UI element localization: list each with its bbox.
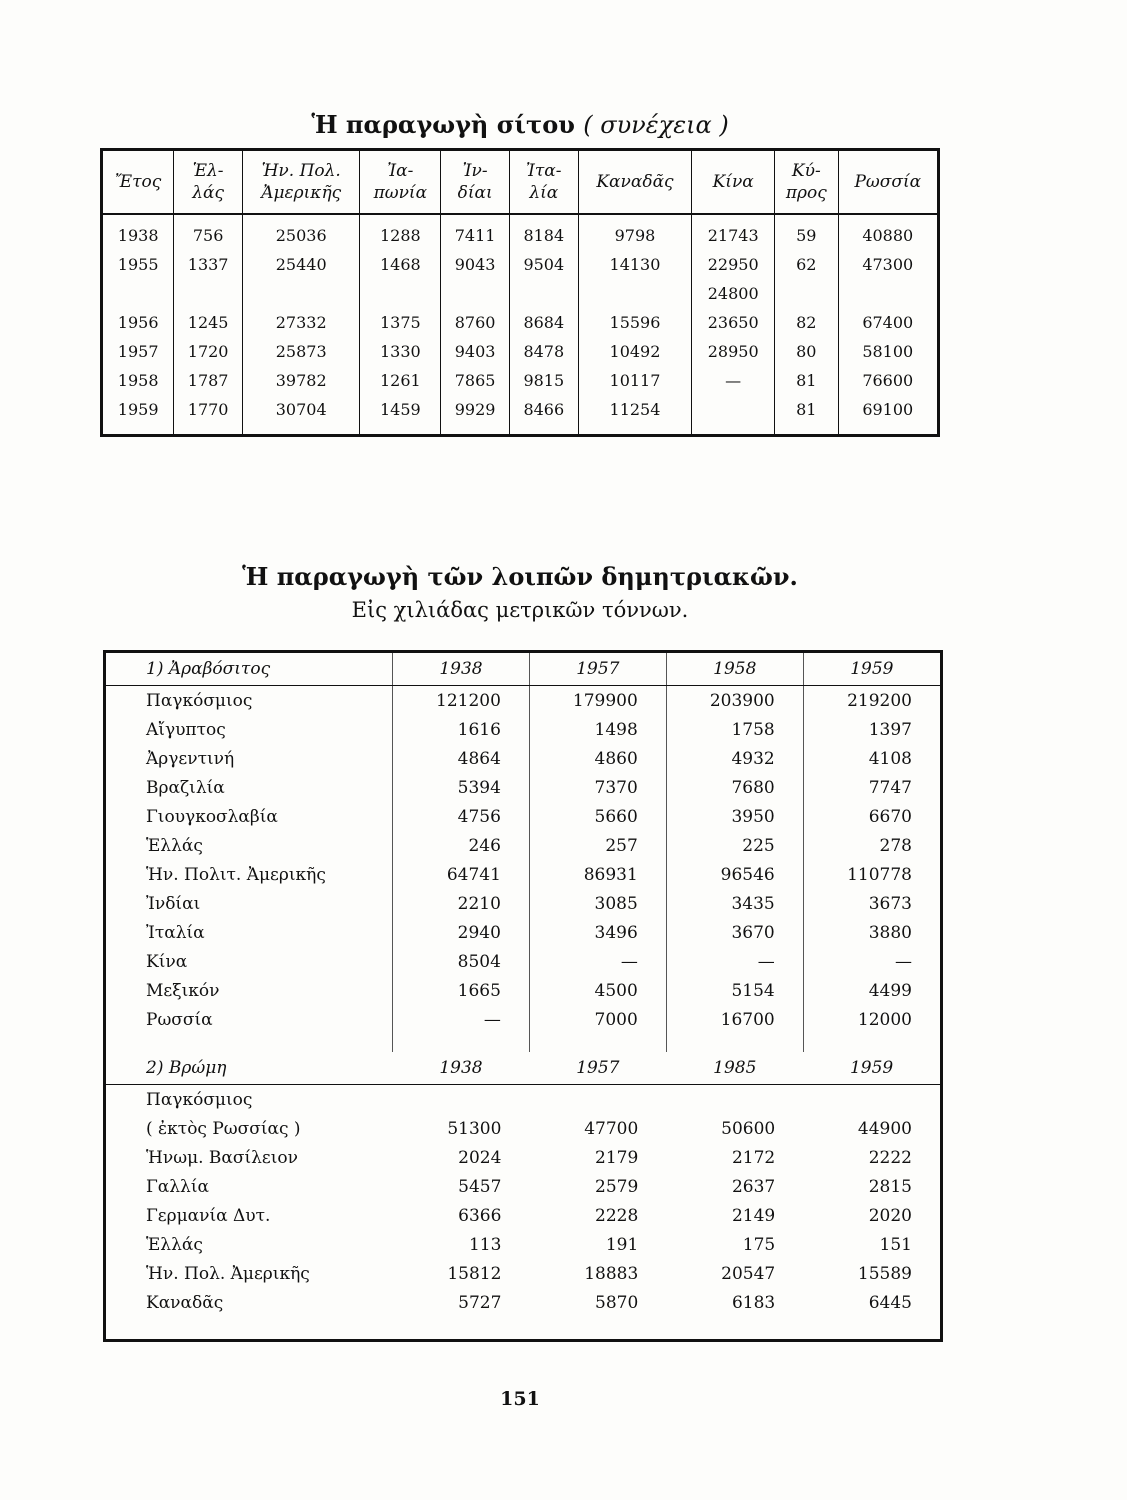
spacer-cell xyxy=(105,1317,393,1341)
production-value: 51300 xyxy=(447,1118,502,1139)
country-name: Ἑλλάς xyxy=(146,1234,203,1255)
section1-year-header: 1959 xyxy=(803,652,941,686)
production-value: 15589 xyxy=(857,1263,912,1284)
production-value xyxy=(529,1085,666,1115)
section1-row xyxy=(105,860,942,889)
country-name: Ἡν. Πολ. Ἀμερικῆς xyxy=(146,1263,310,1284)
cereals-title: Ἡ παραγωγὴ τῶν λοιπῶν δημητριακῶν. xyxy=(242,562,798,591)
wheat-cell-value: 1770 xyxy=(174,395,243,436)
country-name: Γιουγκοσλαβία xyxy=(146,806,278,827)
wheat-cell-value: 59 xyxy=(775,214,838,250)
wheat-cell-value: 1288 xyxy=(360,214,441,250)
production-value: 5660 xyxy=(529,802,666,831)
production-value: 1665 xyxy=(393,976,530,1005)
production-value: 7370 xyxy=(529,773,666,802)
production-value: 5394 xyxy=(393,773,530,802)
section1-year-header: 1958 xyxy=(666,652,803,686)
wheat-cell-value: 81 xyxy=(775,366,838,395)
production-value: 8504 xyxy=(393,947,530,976)
wheat-cell-value: 7411 xyxy=(441,214,510,250)
section1-year-header: 1938 xyxy=(393,652,530,686)
country-name: Παγκόσμιος xyxy=(146,690,253,711)
wheat-cell-value: 9403 xyxy=(441,337,510,366)
section1-row xyxy=(105,947,942,976)
country-name: Ἡν. Πολιτ. Ἀμερικῆς xyxy=(146,864,326,885)
production-value: 6366 xyxy=(458,1205,502,1226)
production-value: 7747 xyxy=(803,773,941,802)
section1-row xyxy=(105,686,942,716)
wheat-row xyxy=(102,366,939,395)
wheat-row xyxy=(102,395,939,436)
production-value: 1397 xyxy=(803,715,941,744)
wheat-cell-value: 1787 xyxy=(174,366,243,395)
wheat-title-text: Ἡ παραγωγὴ σίτου xyxy=(311,110,575,139)
wheat-cell-value: 1261 xyxy=(360,366,441,395)
production-value: 3496 xyxy=(529,918,666,947)
country-name: Παγκόσμιος xyxy=(146,1089,253,1110)
production-value: 121200 xyxy=(393,686,530,716)
wheat-title xyxy=(100,110,940,139)
production-value: 225 xyxy=(666,831,803,860)
wheat-cell-value: 9798 xyxy=(578,214,692,250)
production-value: — xyxy=(666,947,803,976)
wheat-cell-value: 756 xyxy=(174,214,243,250)
country-name: Γαλλία xyxy=(146,1176,209,1197)
header-usa: Ἡν. Πολ. Ἀμερικῆς xyxy=(242,150,359,215)
production-value: 2815 xyxy=(868,1176,912,1197)
wheat-cell-value: 47300 xyxy=(838,250,938,279)
production-value: 6670 xyxy=(803,802,941,831)
wheat-cell-value: 11254 xyxy=(578,395,692,436)
wheat-cell-value: 1330 xyxy=(360,337,441,366)
section1-row xyxy=(105,918,942,947)
header-japan: Ἰα- πωνία xyxy=(360,150,441,215)
country-name: ( ἐκτὸς Ρωσσίας ) xyxy=(146,1118,301,1139)
section1-row xyxy=(105,715,942,744)
wheat-cell-year: 1955 xyxy=(102,250,174,279)
wheat-cell-year: 1956 xyxy=(102,308,174,337)
wheat-header-row xyxy=(102,150,939,215)
production-value: 4932 xyxy=(666,744,803,773)
wheat-cell-value: 22950 xyxy=(692,250,775,279)
wheat-cell-value: 28950 xyxy=(692,337,775,366)
wheat-cell-value: 81 xyxy=(775,395,838,436)
production-value: 47700 xyxy=(584,1118,639,1139)
production-value: 4108 xyxy=(803,744,941,773)
section2-row xyxy=(105,1172,942,1201)
production-value: 4864 xyxy=(393,744,530,773)
header-greece: Ἑλ- λάς xyxy=(174,150,243,215)
spacer-cell xyxy=(666,1034,803,1052)
spacer-cell xyxy=(803,1317,941,1341)
section1-row xyxy=(105,831,942,860)
wheat-row xyxy=(102,279,939,308)
spacer-cell xyxy=(105,1034,393,1052)
section2-year-header: 1959 xyxy=(803,1052,941,1085)
wheat-cell-value xyxy=(578,279,692,308)
section1-row xyxy=(105,773,942,802)
wheat-cell-value: 9504 xyxy=(509,250,578,279)
production-value: 113 xyxy=(468,1234,502,1255)
wheat-cell-year: 1938 xyxy=(102,214,174,250)
production-value: 96546 xyxy=(666,860,803,889)
production-value: 219200 xyxy=(803,686,941,716)
wheat-cell-value: 14130 xyxy=(578,250,692,279)
country-name: Μεξικόν xyxy=(146,980,220,1001)
wheat-cell-value xyxy=(775,279,838,308)
wheat-row xyxy=(102,308,939,337)
section2-row xyxy=(105,1143,942,1172)
wheat-cell-value xyxy=(509,279,578,308)
section1-row xyxy=(105,889,942,918)
header-china: Κίνα xyxy=(692,150,775,215)
wheat-cell-value: 7865 xyxy=(441,366,510,395)
country-name: Ἀργεντινή xyxy=(146,748,235,769)
production-value: 2940 xyxy=(393,918,530,947)
production-value: 2179 xyxy=(595,1147,639,1168)
wheat-cell-value: 1720 xyxy=(174,337,243,366)
wheat-cell-value: 30704 xyxy=(242,395,359,436)
wheat-cell-value: 8684 xyxy=(509,308,578,337)
production-value: 16700 xyxy=(666,1005,803,1034)
production-value: 2020 xyxy=(868,1205,912,1226)
production-value: 50600 xyxy=(721,1118,776,1139)
production-value: 175 xyxy=(742,1234,776,1255)
production-value: 3950 xyxy=(666,802,803,831)
production-value: 4500 xyxy=(529,976,666,1005)
production-value: 5457 xyxy=(458,1176,502,1197)
cereals-subtitle: Εἰς χιλιάδας μετρικῶν τόννων. xyxy=(351,598,689,622)
production-value: 7680 xyxy=(666,773,803,802)
wheat-cell-value: 21743 xyxy=(692,214,775,250)
production-value: 2172 xyxy=(731,1147,776,1168)
wheat-cell-value: 76600 xyxy=(838,366,938,395)
section2-header-row xyxy=(105,1052,942,1085)
production-value: — xyxy=(529,947,666,976)
production-value: 110778 xyxy=(803,860,941,889)
section2-year-header: 1985 xyxy=(666,1052,803,1085)
section1-row xyxy=(105,802,942,831)
production-value: 3670 xyxy=(666,918,803,947)
section2-year-header: 1938 xyxy=(393,1052,530,1085)
spacer-row xyxy=(105,1034,942,1052)
wheat-production-table xyxy=(100,148,940,437)
wheat-cell-value: 10117 xyxy=(578,366,692,395)
wheat-cell-value: — xyxy=(692,366,775,395)
section2-row xyxy=(105,1230,942,1259)
production-value: 3673 xyxy=(803,889,941,918)
wheat-cell-value xyxy=(242,279,359,308)
wheat-cell-year: 1957 xyxy=(102,337,174,366)
wheat-cell-year: 1958 xyxy=(102,366,174,395)
production-value: 4860 xyxy=(529,744,666,773)
production-value: 3880 xyxy=(803,918,941,947)
production-value: 86931 xyxy=(529,860,666,889)
wheat-cell-value xyxy=(441,279,510,308)
header-india: Ἰν- δίαι xyxy=(441,150,510,215)
production-value: 18883 xyxy=(584,1263,639,1284)
cereals-production-table xyxy=(103,650,943,1342)
wheat-cell-value: 8478 xyxy=(509,337,578,366)
production-value: 44900 xyxy=(857,1118,912,1139)
production-value xyxy=(666,1085,803,1115)
spacer-cell xyxy=(529,1317,666,1341)
wheat-cell-value: 82 xyxy=(775,308,838,337)
section2-year-header: 1957 xyxy=(529,1052,666,1085)
production-value: 6183 xyxy=(731,1292,776,1313)
section2-row xyxy=(105,1085,942,1115)
section1-row xyxy=(105,744,942,773)
wheat-cell-value: 25036 xyxy=(242,214,359,250)
production-value: 4756 xyxy=(393,802,530,831)
spacer-cell xyxy=(393,1317,530,1341)
header-canada: Καναδᾶς xyxy=(578,150,692,215)
wheat-cell-value: 9043 xyxy=(441,250,510,279)
production-value: 151 xyxy=(879,1234,912,1255)
section2-row xyxy=(105,1201,942,1230)
production-value: 278 xyxy=(803,831,941,860)
spacer-cell xyxy=(803,1034,941,1052)
wheat-cell-value: 27332 xyxy=(242,308,359,337)
header-russia: Ρωσσία xyxy=(838,150,938,215)
wheat-cell-value xyxy=(174,279,243,308)
production-value: 5154 xyxy=(666,976,803,1005)
wheat-cell-value: 25440 xyxy=(242,250,359,279)
spacer-cell xyxy=(666,1317,803,1341)
production-value: 1616 xyxy=(393,715,530,744)
production-value: 191 xyxy=(605,1234,639,1255)
country-name: Ἰταλία xyxy=(146,922,205,943)
wheat-cell-value: 1459 xyxy=(360,395,441,436)
production-value: 64741 xyxy=(393,860,530,889)
wheat-row xyxy=(102,337,939,366)
country-name: Ρωσσία xyxy=(146,1009,213,1030)
wheat-cell-value: 39782 xyxy=(242,366,359,395)
spacer-cell xyxy=(529,1034,666,1052)
wheat-cell-year: 1959 xyxy=(102,395,174,436)
wheat-cell-value xyxy=(692,395,775,436)
production-value xyxy=(803,1085,941,1115)
production-value: 20547 xyxy=(721,1263,776,1284)
wheat-cell-value: 10492 xyxy=(578,337,692,366)
wheat-title-subtitle: ( συνέχεια ) xyxy=(583,111,729,139)
spacer-row xyxy=(105,1317,942,1341)
section2-label: 2) Βρώμη xyxy=(105,1052,393,1085)
header-cyprus: Κύ- προς xyxy=(775,150,838,215)
production-value: 12000 xyxy=(803,1005,941,1034)
production-value: 2024 xyxy=(458,1147,502,1168)
wheat-cell-value: 8184 xyxy=(509,214,578,250)
wheat-cell-value: 80 xyxy=(775,337,838,366)
section2-row xyxy=(105,1259,942,1288)
production-value: 4499 xyxy=(803,976,941,1005)
production-value: 1498 xyxy=(529,715,666,744)
production-value xyxy=(393,1085,530,1115)
wheat-cell-value: 1337 xyxy=(174,250,243,279)
country-name: Κίνα xyxy=(146,951,188,972)
wheat-row xyxy=(102,214,939,250)
wheat-cell-value: 24800 xyxy=(692,279,775,308)
wheat-cell-value: 8466 xyxy=(509,395,578,436)
wheat-cell-value xyxy=(360,279,441,308)
production-value: 1758 xyxy=(666,715,803,744)
wheat-cell-value: 1375 xyxy=(360,308,441,337)
production-value: 2228 xyxy=(595,1205,639,1226)
wheat-cell-year xyxy=(102,279,174,308)
section2-row xyxy=(105,1114,942,1143)
wheat-cell-value: 40880 xyxy=(838,214,938,250)
country-name: Βραζιλία xyxy=(146,777,225,798)
wheat-cell-value: 62 xyxy=(775,250,838,279)
production-value: 6445 xyxy=(868,1292,912,1313)
wheat-cell-value: 1245 xyxy=(174,308,243,337)
wheat-cell-value: 23650 xyxy=(692,308,775,337)
section1-label: 1) Ἀραβόσιτος xyxy=(105,652,393,686)
section2-row xyxy=(105,1288,942,1317)
wheat-cell-value xyxy=(838,279,938,308)
country-name: Ἑλλάς xyxy=(146,835,203,856)
production-value: 5870 xyxy=(595,1292,639,1313)
production-value: 5727 xyxy=(458,1292,502,1313)
production-value: — xyxy=(803,947,941,976)
production-value: 7000 xyxy=(529,1005,666,1034)
production-value: 203900 xyxy=(666,686,803,716)
production-value: 179900 xyxy=(529,686,666,716)
production-value: 2637 xyxy=(731,1176,776,1197)
header-year: Ἔτος xyxy=(102,150,174,215)
wheat-cell-value: 15596 xyxy=(578,308,692,337)
header-italy: Ἰτα- λία xyxy=(509,150,578,215)
production-value: 2210 xyxy=(393,889,530,918)
section1-year-header: 1957 xyxy=(529,652,666,686)
production-value: 2149 xyxy=(731,1205,776,1226)
spacer-cell xyxy=(393,1034,530,1052)
section1-row xyxy=(105,1005,942,1034)
production-value: — xyxy=(393,1005,530,1034)
production-value: 3435 xyxy=(666,889,803,918)
wheat-cell-value: 1468 xyxy=(360,250,441,279)
country-name: Ἡνωμ. Βασίλειον xyxy=(146,1147,298,1168)
country-name: Γερμανία Δυτ. xyxy=(146,1205,271,1226)
production-value: 2222 xyxy=(868,1147,912,1168)
section1-header-row xyxy=(105,652,942,686)
section1-row xyxy=(105,976,942,1005)
wheat-cell-value: 9815 xyxy=(509,366,578,395)
wheat-table-body xyxy=(102,214,939,436)
country-name: Καναδᾶς xyxy=(146,1292,224,1313)
wheat-row xyxy=(102,250,939,279)
production-value: 257 xyxy=(529,831,666,860)
cereals-table-body xyxy=(105,652,942,1341)
production-value: 15812 xyxy=(447,1263,502,1284)
wheat-cell-value: 25873 xyxy=(242,337,359,366)
country-name: Ἰνδίαι xyxy=(146,893,201,914)
production-value: 3085 xyxy=(529,889,666,918)
wheat-cell-value: 9929 xyxy=(441,395,510,436)
country-name: Αἴγυπτος xyxy=(146,719,226,740)
production-value: 246 xyxy=(393,831,530,860)
wheat-cell-value: 8760 xyxy=(441,308,510,337)
wheat-cell-value: 58100 xyxy=(838,337,938,366)
wheat-cell-value: 67400 xyxy=(838,308,938,337)
page-number: 151 xyxy=(500,1388,540,1410)
wheat-cell-value: 69100 xyxy=(838,395,938,436)
production-value: 2579 xyxy=(595,1176,639,1197)
